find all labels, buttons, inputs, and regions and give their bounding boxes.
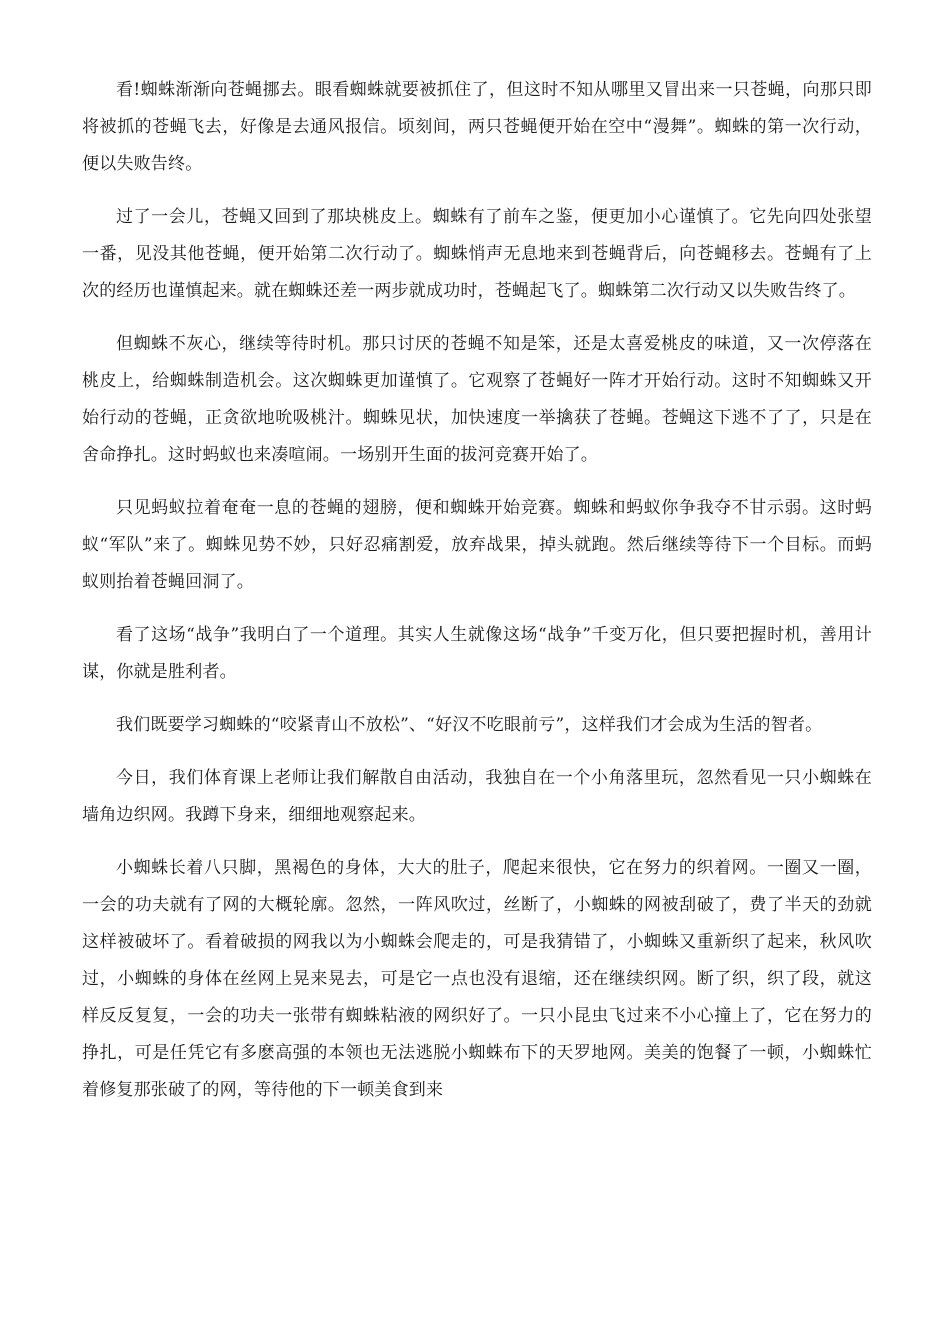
paragraph-6: 我们既要学习蜘蛛的“咬紧青山不放松”、“好汉不吃眼前亏”，这样我们才会成为生活的智者。 — [116, 715, 823, 735]
paragraph-4: 只见蚂蚁拉着奄奄一息的苍蝇的翅膀，便和蜘蛛开始竞赛。蜘蛛和蚂蚁你争我夺不甘示弱。这时蚂蚁“军队”来了。蜘蛛见势不妙，只好忍痛割爱，放弃战果，掉头就跑。然后继续等待下一个目标。而蚂蚁则抬着苍蝇回洞了。 — [82, 498, 872, 592]
paragraph-7: 今日，我们体育课上老师让我们解散自由活动，我独自在一个小角落里玩，忽然看见一只小蜘蛛在墙角边织网。我蹲下身来，细细地观察起来。 — [82, 768, 872, 825]
paragraph-1: 看!蜘蛛渐渐向苍蝇挪去。眼看蜘蛛就要被抓住了，但这时不知从哪里又冒出来一只苍蝇，向那只即将被抓的苍蝇飞去，好像是去通风报信。顷刻间，两只苍蝇便开始在空中“漫舞”。蜘蛛的第一次行动，便以失败告终。 — [82, 80, 872, 174]
paragraph-8: 小蜘蛛长着八只脚，黑褐色的身体，大大的肚子，爬起来很快，它在努力的织着网。一圈又一圈，一会的功夫就有了网的大概轮廓。忽然，一阵风吹过，丝断了，小蜘蛛的网被刮破了，费了半天的劲就这样被破坏了。看着破损的网我以为小蜘蛛会爬走的，可是我猜错了，小蜘蛛又重新织了起来，秋风吹过，小蜘蛛的身体在丝网上晃来晃去，可是它一点也没有退缩，还在继续织网。断了织，织了段，就这样反反复复，一会的功夫一张带有蜘蛛粘液的网织好了。一只小昆虫飞过来不小心撞上了，它在努力的挣扎，可是任凭它有多麽高强的本领也无法逃脱小蜘蛛布下的天罗地网。美美的饱餐了一顿，小蜘蛛忙着修复那张破了的网，等待他的下一顿美食到来 — [82, 858, 872, 1100]
document-body — [82, 72, 872, 1125]
paragraph-5: 看了这场“战争”我明白了一个道理。其实人生就像这场“战争”千变万化，但只要把握时机，善用计谋，你就是胜利者。 — [82, 625, 872, 682]
paragraph-3: 但蜘蛛不灰心，继续等待时机。那只讨厌的苍蝇不知是笨，还是太喜爱桃皮的味道，又一次停落在桃皮上，给蜘蛛制造机会。这次蜘蛛更加谨慎了。它观察了苍蝇好一阵才开始行动。这时不知蜘蛛又开始行动的苍蝇，正贪欲地吮吸桃汁。蜘蛛见状，加快速度一举擒获了苍蝇。苍蝇这下逃不了了，只是在舍命挣扎。这时蚂蚁也来凑喧闹。一场别开生面的拔河竞赛开始了。 — [82, 334, 872, 465]
paragraph-2: 过了一会儿，苍蝇又回到了那块桃皮上。蜘蛛有了前车之鉴，便更加小心谨慎了。它先向四处张望一番，见没其他苍蝇，便开始第二次行动了。蜘蛛悄声无息地来到苍蝇背后，向苍蝇移去。苍蝇有了上次的经历也谨慎起来。就在蜘蛛还差一两步就成功时，苍蝇起飞了。蜘蛛第二次行动又以失败告终了。 — [82, 207, 872, 301]
